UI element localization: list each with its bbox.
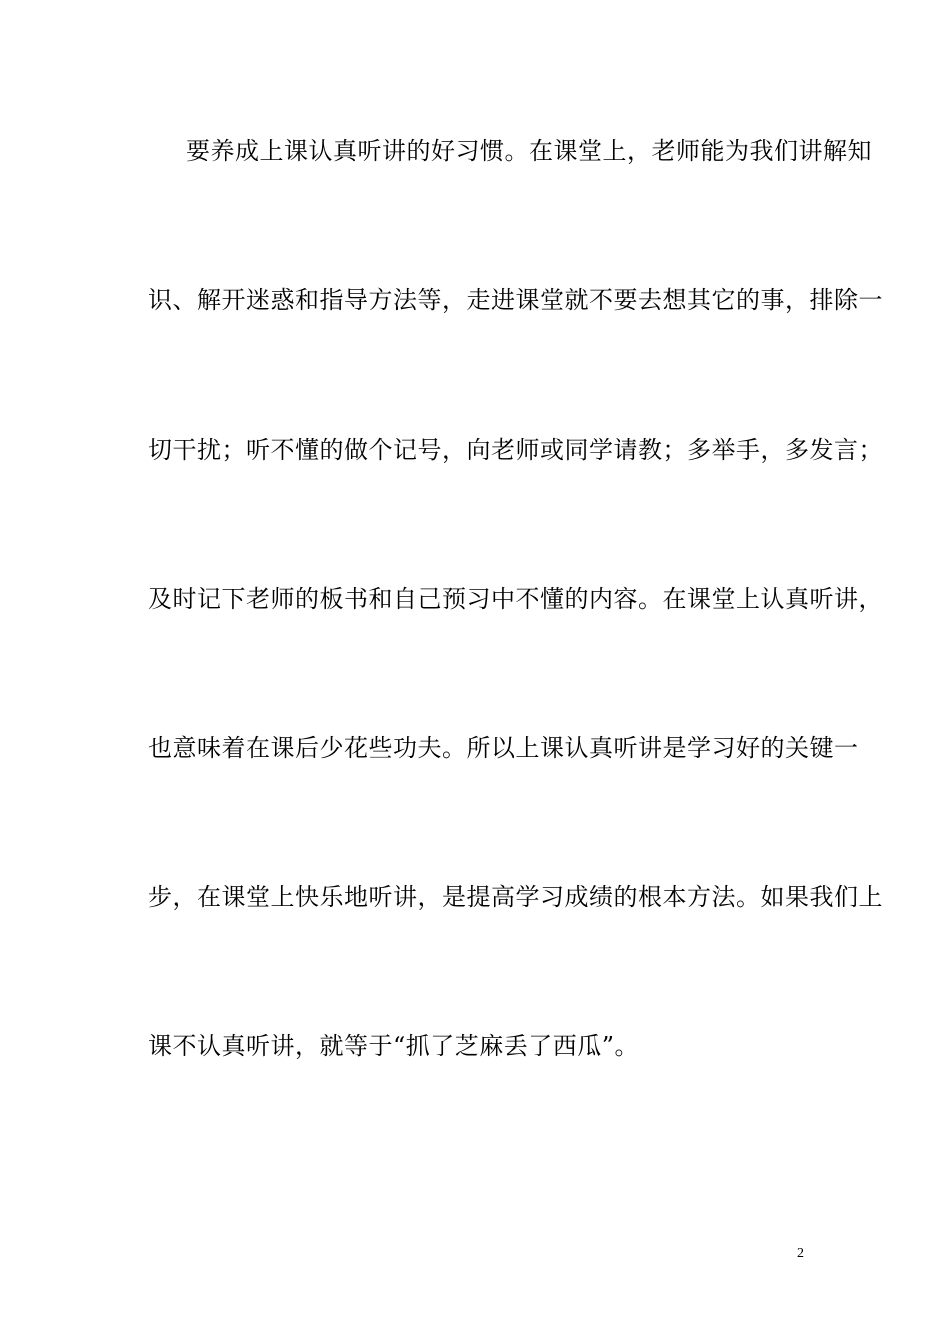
paragraph-line-6: 步，在课堂上快乐地听讲，是提高学习成绩的根本方法。如果我们上 <box>148 883 883 911</box>
paragraph-line-3: 切干扰；听不懂的做个记号，向老师或同学请教；多举手，多发言； <box>148 436 883 464</box>
paragraph-line-7: 课不认真听讲，就等于“抓了芝麻丢了西瓜”。 <box>148 1032 640 1060</box>
paragraph-line-4: 及时记下老师的板书和自己预习中不懂的内容。在课堂上认真听讲， <box>148 585 883 613</box>
page-number: 2 <box>797 1246 804 1261</box>
paragraph-line-2: 识、解开迷惑和指导方法等，走进课堂就不要去想其它的事，排除一 <box>148 286 883 314</box>
paragraph-line-1: 要养成上课认真听讲的好习惯。在课堂上，老师能为我们讲解知 <box>186 137 872 165</box>
paragraph-line-5: 也意味着在课后少花些功夫。所以上课认真听讲是学习好的关键一 <box>148 734 859 762</box>
